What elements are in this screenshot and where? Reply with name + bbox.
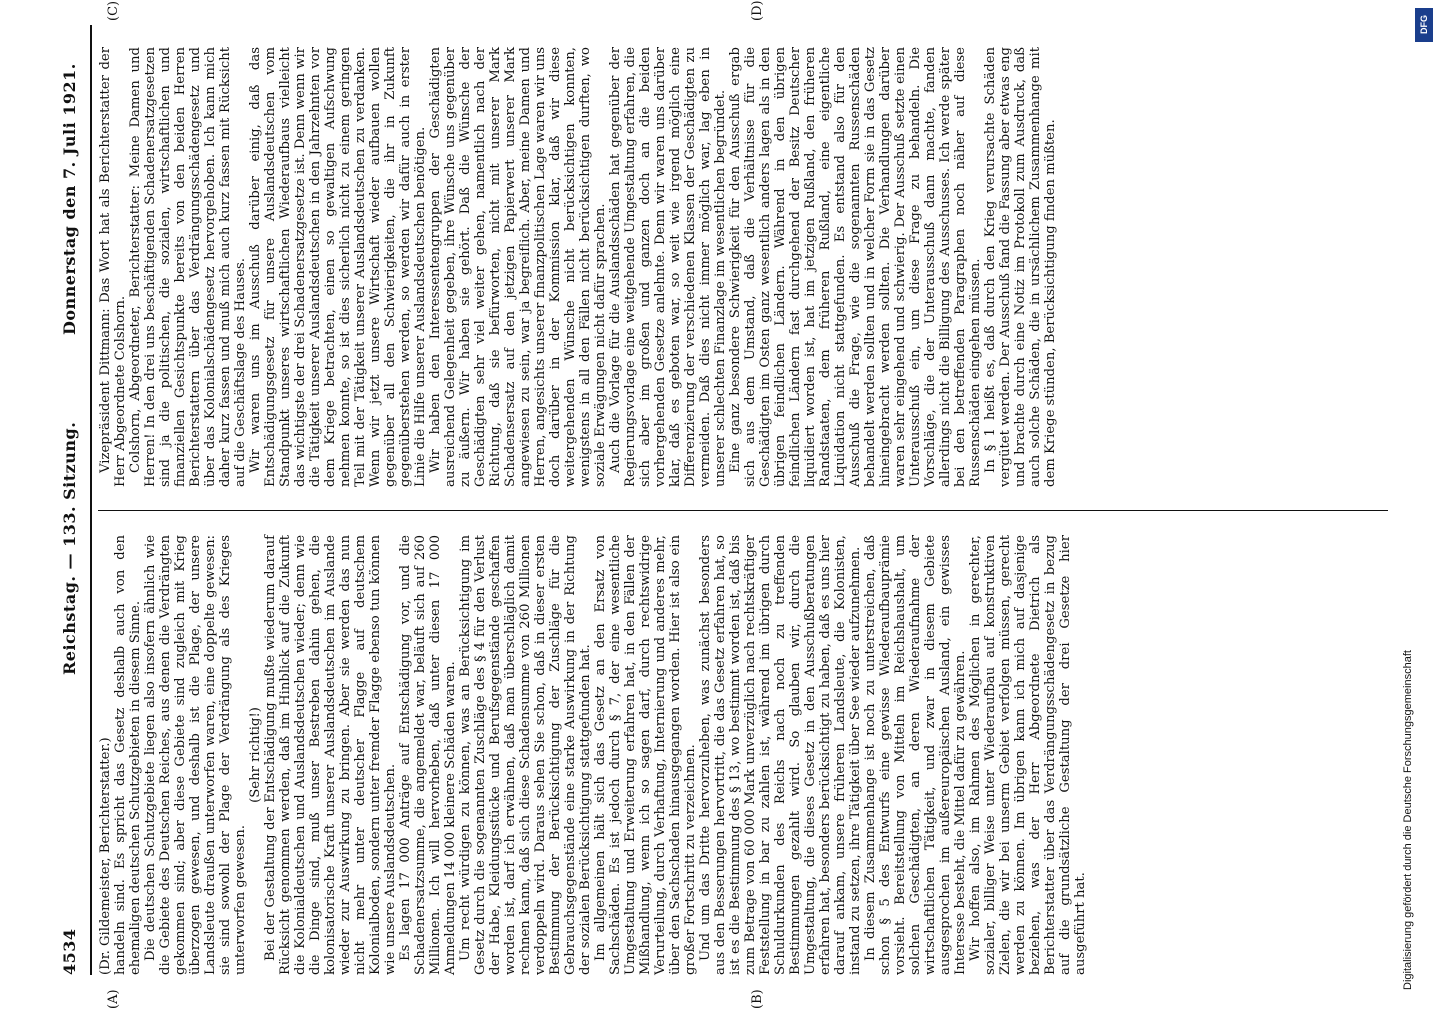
paragraph: Wir waren uns im Ausschuß darüber einig, daß das Entschädigungsgesetz für unsere Auslandsdeutschen vom Standpunkt unseres wirtschaftlichen Wiederaufbaus vielleicht das wichtigste der drei Schadenersatzgesetze ist. Denn wenn wir die Tätigkeit unserer Auslandsdeutschen in den Jahrzehnten vor dem Kriege betrachten, einen so gewaltigen Aufschwung nehmen konnte, so ist dies sicherlich nicht zu einem geringen Teil mit der Tätigkeit unserer Auslandsdeutschen zu verdanken. Wenn wir jetzt unsere Wirtschaft wieder aufbauen wollen gegenüber all den Schwierigkeiten, die ihr in Zukunft gegenüberstehen werden, so werden wir dafür auch in erster Linie die Hilfe unserer Auslandsdeutschen benötigen. xyxy=(248,47,428,487)
dfg-logo: DFG xyxy=(1415,8,1433,42)
paragraph: Bei der Gestaltung der Entschädigung mußte wiederum darauf Rücksicht genommen werden, daß im Hinblick auf die Zukunft die Kolonialdeutschen und Auslandsdeutschen wieder; denn wie die Dinge sind, muß unser Bestreben dahin gehen, die kolonisatorische Kraft unserer Auslandsdeutschen im Auslande wieder zur Auswirkung zu bringen. Aber sie werden das nun nicht mehr unter deutscher Flagge auf deutschem Kolonialboden, sondern unter fremder Flagge ebenso tun können wie unsere Auslandsdeutschen. xyxy=(263,535,398,975)
paragraph: Wir hoffen also, im Rahmen des Möglichen in gerechter, sozialer, billiger Weise unter Wiederaufbau auf konstruktiven Zielen, die wir bei unserm Gebiet verfolgen müssen, gerecht werden zu können. Im übrigen kann ich mich auf dasjenige beziehen, was der Herr Abgeordnete Dietrich als Berichterstatter über das Verdrängungsschädengesetz in bezug auf die grundsätzliche Gestaltung der drei Gesetze hier ausgeführt hat. xyxy=(968,535,1088,975)
paragraph: Wir haben den Interessentengruppen der Geschädigten ausreichend Gelegenheit gegeben, ihre Wünsche uns gegenüber zu äußern. Wir haben sie gehört. Daß die Wünsche der Geschädigten sehr viel weiter gehen, namentlich nach der Richtung, daß sie befürworten, nicht mit unserer Mark Schadensersatz auf den jetzigen Papierwert unserer Mark angewiesen zu sein, war ja begreiflich. Aber, meine Damen und Herren, angesichts unserer finanzpolitischen Lage waren wir uns doch darüber in der Kommission klar, daß wir diese weitergehenden Wünsche nicht berücksichtigen konnten, wenigstens in all den Fällen nicht berücksichtigen durften, wo soziale Erwägungen nicht dafür sprachen. xyxy=(428,47,608,487)
margin-mark-a: (A) xyxy=(106,989,121,1009)
paragraph: In diesem Zusammenhange ist noch zu unterstreichen, daß schon § 5 des Entwurfs eine gewisse Wiederaufbauprämie vorsieht. Bereitstellung von Mitteln im Reichshaushalt, um solchen Geschädigten, an deren Wiederaufnahme der wirtschaftlichen Tätigkeit, und zwar in diesem Gebiete ausgesprochen im außereuropäischen Ausland, ein gewisses Interesse besteht, die Mittel dafür zu gewähren. xyxy=(863,535,968,975)
page-header xyxy=(60,25,88,975)
session-date: Donnerstag den 7. Juli 1921. xyxy=(60,63,79,335)
column-divider xyxy=(98,510,1388,511)
header-rule xyxy=(90,25,92,975)
paragraph: Und um das Dritte hervorzuheben, was zunächst besonders aus den Besserungen hervortritt, die das Gesetz erfahren hat, so ist es die Bestimmung des § 13, wo bestimmt worden ist, daß bis zum Betrage von 60 000 Mark unverzüglich nach rechtskräftiger Feststellung in bar zu zahlen ist, während im übrigen durch Schuldurkunden des Reichs nach noch zu treffenden Bestimmungen gezahlt wird. So glauben wir, durch die Umgestaltung, die dieses Gesetz in den Ausschußberatungen erfahren hat, besonders berücksichtigt zu haben, daß es uns hier darauf ankam, unsere früheren Landsleute, die Kolonisten, instand zu setzen, ihre Tätigkeit über See wieder aufzunehmen. xyxy=(698,535,863,975)
speaker-note: (Dr. Gildemeister, Berichterstatter.) xyxy=(98,737,113,975)
paragraph: Vizepräsident Dittmann: Das Wort hat als Berichterstatter der Herr Abgeordnete Colshorn. xyxy=(98,47,128,487)
session-title: Reichstag. — 133. Sitzung. xyxy=(60,421,79,675)
paragraph: Im allgemeinen hält sich das Gesetz an den Ersatz von Sachschäden. Es ist jedoch durch § 7, der eine wesentliche Umgestaltung und Erweiterung erfahren hat, in den Fällen der Mißhandlung, wenn ich so sagen darf, durch rechtswidrige Verurteilung, durch Verhaftung, Internierung und anderes mehr, über den Sachschaden hinausgegangen worden. Hier ist also ein großer Fortschritt zu verzeichnen. xyxy=(593,535,698,975)
paragraph: Es lagen 17 000 Anträge auf Entschädigung vor, und die Schadenersatzsumme, die angemeldet war, beläuft sich auf 260 Millionen. Ich will hervorheben, daß unter diesen 17 000 Anmeldungen 14 000 kleinere Schäden waren. xyxy=(398,535,458,975)
page-number: 4534 xyxy=(60,928,79,975)
paragraph: Eine ganz besondere Schwierigkeit für den Ausschuß ergab sich aus dem Umstand, daß die Verhältnisse für die Geschädigten im Osten ganz wesentlich anders lagen als in den übrigen feindlichen Ländern. Während in den übrigen feindlichen Ländern fast durchgehend der Besitz Deutscher liquidiert worden ist, hat im jetzigen Rußland, den früheren Randstaaten, dem früheren Rußland, eine eigentliche Liquidation nicht stattgefunden. Es entstand also für den Ausschuß die Frage, wie die sogenannten Russenschäden behandelt werden sollten und in welcher Form sie in das Gesetz hineingebracht werden sollten. Die Verhandlungen darüber waren sehr eingehend und schwierig. Der Ausschuß setzte einen Unterausschuß ein, um diese Frage zu behandeln. Die Vorschläge, die der Unterausschuß dann machte, fanden allerdings nicht die Billigung des Ausschusses. Ich werde später bei den betreffenden Paragraphen noch näher auf diese Russenschäden eingehen müssen. xyxy=(728,47,983,487)
funding-note: Digitalisierung gefördert durch die Deutsche Forschungsgemeinschaft xyxy=(1402,650,1414,990)
paragraph: Colshorn, Abgeordneter, Berichterstatter: Meine Damen und Herren! In den drei uns beschäftigenden Schadenersatzgesetzen sind ja die politischen, die sozialen, wirtschaftlichen und finanziellen Gesichtspunkte bereits von den beiden Herren Berichterstattern über das Verdrängungsschädengesetz und über das Kolonialschädengesetz hervorgehoben. Ich kann mich daher kurz fassen und muß mich auch kurz fassen mit Rücksicht auf die Geschäftslage des Hauses. xyxy=(128,47,248,487)
interjection: (Sehr richtig!) xyxy=(248,707,263,803)
left-column xyxy=(98,535,1088,975)
margin-mark-d: (D) xyxy=(750,0,765,21)
margin-mark-c: (C) xyxy=(106,0,121,21)
margin-mark-b: (B) xyxy=(750,989,765,1009)
right-column xyxy=(98,47,1058,487)
paragraph: Die deutschen Schutzgebiete liegen also insofern ähnlich wie die Gebiete des Deutschen Reiches, aus denen die Verdrängten gekommen sind; aber diese Gebiete sind zugleich mit Krieg überzogen gewesen, und deshalb ist die Plage, der unsere Landsleute draußen unterworfen waren, eine doppelte gewesen: sie sind sowohl der Plage der Verdrängung als des Krieges unterworfen gewesen. xyxy=(143,535,248,975)
paragraph: Um recht würdigen zu können, was an Berücksichtigung im Gesetz durch die sogenannten Zuschläge des § 4 für den Verlust der Habe, Kleidungsstücke und Berufsgegenstände geschaffen worden ist, darf ich erwähnen, daß man überschläglich damit rechnen kann, daß sich diese Schadensumme von 260 Millionen verdoppeln wird. Daraus sehen Sie schon, daß in dieser ersten Bestimmung der Berücksichtigung der Zuschläge für die Gebrauchsgegenstände eine starke Auswirkung in der Richtung der sozialen Berücksichtigung stattgefunden hat. xyxy=(458,535,593,975)
paragraph: Auch die Vorlage für die Auslandsschäden hat gegenüber der Regierungsvorlage eine weitgehende Umgestaltung erfahren, die sich aber im großen und ganzen doch an die beiden vorhergehenden Gesetze anlehnte. Denn wir waren uns darüber klar, daß es geboten war, so weit wie irgend möglich eine Differenzierung der verschiedenen Klassen der Geschädigten zu vermeiden. Daß dies nicht immer möglich war, lag eben in unserer schlechten Finanzlage im wesentlichen begründet. xyxy=(608,47,728,487)
paragraph: In § 1 heißt es, daß durch den Krieg verursachte Schäden vergütet werden. Der Ausschuß fand die Fassung aber etwas eng und brachte durch eine Notiz im Protokoll zum Ausdruck, daß auch solche Schäden, die in ursächlichem Zusammenhange mit dem Kriege stünden, Berücksichtigung finden müßten. xyxy=(983,47,1058,487)
paragraph: handeln sind. Es spricht das Gesetz deshalb auch von den ehemaligen deutschen Schutzgebieten in diesem Sinne. xyxy=(113,535,143,975)
document-page xyxy=(60,0,1390,1009)
